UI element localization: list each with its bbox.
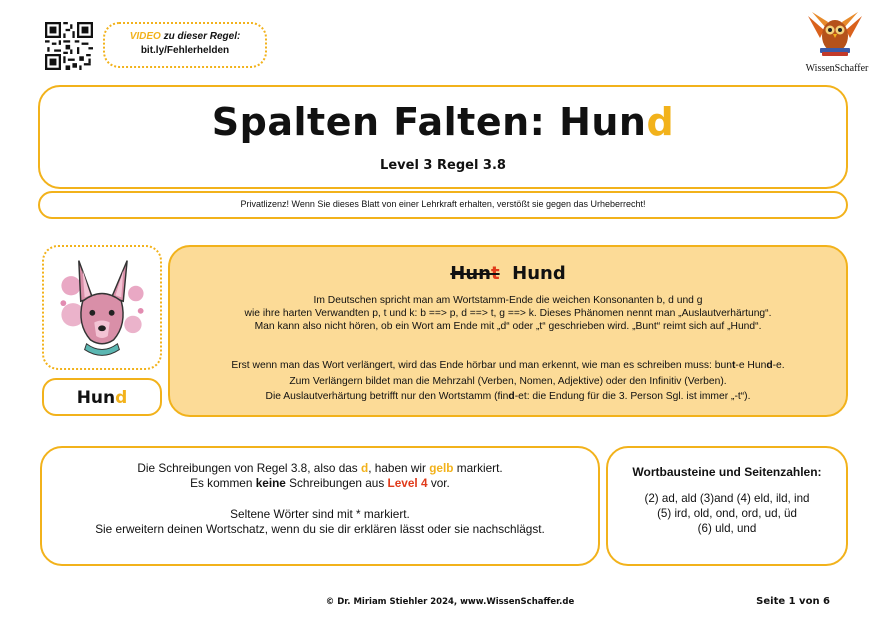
correct-spelling: Hund xyxy=(512,263,566,284)
rule-line-5: Zum Verlängern bildet man die Mehrzahl (Verben, Nomen, Adjektive) oder den Infinitiv (Verben). xyxy=(289,376,727,387)
owl-logo-icon xyxy=(806,8,864,60)
page-title xyxy=(38,100,848,144)
video-label-rest: zu dieser Regel: xyxy=(160,31,241,42)
title-text: Spalten Falten: Hun xyxy=(211,100,647,144)
title-highlight: d xyxy=(646,100,675,144)
word-base: Hun xyxy=(76,388,116,408)
rule-title xyxy=(168,263,848,284)
wordparts-title: Wortbausteine und Seitenzahlen: xyxy=(632,465,822,479)
rule-line-4: Erst wenn man das Wort verlängert, wird das Ende hörbar und man erkennt, wie man es schreiben muss: bunt-e Hund-e. xyxy=(231,360,785,371)
info-line-2: Es kommen keine Schreibungen aus Level 4 vor. xyxy=(190,476,450,490)
info-line-3: Seltene Wörter sind mit * markiert. xyxy=(230,507,410,521)
picture-card xyxy=(42,245,162,370)
license-notice: Privatlizenz! Wenn Sie dieses Blatt von einer Lehrkraft erhalten, verstößt sie gegen das Urheberrecht! xyxy=(240,199,646,209)
info-line-1: Die Schreibungen von Regel 3.8, also das d, haben wir gelb markiert. xyxy=(137,461,503,475)
page-number: Seite 1 von 6 xyxy=(756,596,830,607)
logo-text: WissenSchaffer xyxy=(805,63,869,74)
wrong-spelling-base: Hun xyxy=(450,263,491,284)
rule-line-3: Man kann also nicht hören, ob ein Wort am Ende mit „d“ oder „t“ geschrieben wird. „Bunt“ reimt sich auf „Hund“. xyxy=(254,321,762,332)
video-link-box[interactable] xyxy=(103,22,267,68)
word-label xyxy=(42,388,162,408)
qr-code-icon[interactable] xyxy=(45,22,93,70)
dog-head-icon xyxy=(44,247,160,368)
wordparts-line-2: (5) ird, old, ond, ord, ud, üd xyxy=(657,507,797,520)
rule-line-6: Die Auslautverhärtung betrifft nur den Wortstamm (find-et: die Endung für die 3. Person Sgl. ist immer „-t“). xyxy=(265,391,751,402)
word-highlight: d xyxy=(115,388,128,408)
wordparts-line-3: (6) uld, und xyxy=(697,522,757,535)
level-subtitle: Level 3 Regel 3.8 xyxy=(380,158,506,173)
wordparts-box xyxy=(606,446,848,566)
video-label: VIDEO xyxy=(129,31,161,42)
wordparts-line-1: (2) ad, ald (3)and (4) eld, ild, ind xyxy=(644,492,810,505)
info-line-4: Sie erweitern deinen Wortschatz, wenn du sie dir erklären lässt oder sie nachschlägst. xyxy=(95,522,545,536)
wrong-spelling-letter: t xyxy=(490,263,500,284)
rule-line-2: wie ihre harten Verwandten p, t und k: b ==> p, d ==> t, g ==> k. Dieses Phänomen nennt man „Auslautverhärtung“. xyxy=(244,308,772,319)
video-link[interactable]: bit.ly/Fehlerhelden xyxy=(140,45,230,56)
footer-copyright: © Dr. Miriam Stiehler 2024, www.WissenSchaffer.de xyxy=(325,597,575,607)
rule-line-1: Im Deutschen spricht man am Wortstamm-Ende die weichen Konsonanten b, d und g xyxy=(313,295,703,306)
